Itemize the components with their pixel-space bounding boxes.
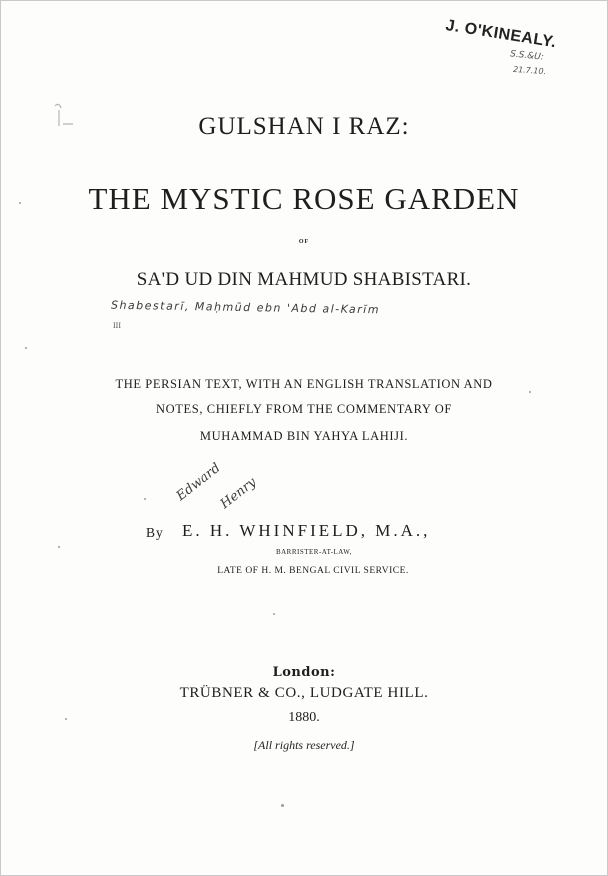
handwritten-author-note: Shabestarī, Maḥmūd ebn 'Abd al-Karīm [110,298,381,317]
scan-speck [281,804,284,807]
stamp-note: S.S.&U: [509,49,545,63]
imprint-publisher: TRÜBNER & CO., LUDGATE HILL. [179,685,429,701]
translator-service: LATE OF H. M. BENGAL CIVIL SERVICE. [217,566,409,576]
handwritten-first-name: Edward [173,460,224,504]
scan-speck [65,718,67,720]
title-line-1: GULSHAN I RAZ: [198,113,410,140]
imprint-year: 1880. [288,710,320,725]
imprint-place: London: [272,665,336,680]
handwritten-mark: III [113,321,121,330]
owner-stamp: J. O'KINEALY. [444,17,558,52]
subtitle-line-3: MUHAMMAD BIN YAHYA LAHIJI. [199,429,409,443]
handwritten-middle-name: Henry [217,474,260,512]
scan-speck [529,391,531,393]
stamp-date: 21.7.10. [512,64,547,77]
by-word: By [146,525,164,540]
subtitle-line-1: THE PERSIAN TEXT, WITH AN ENGLISH TRANSLATION AND [115,377,493,391]
subtitle-line-2: NOTES, CHIEFLY FROM THE COMMENTARY OF [156,402,452,416]
of-word: OF [298,239,310,245]
scan-speck [58,546,60,548]
main-title: THE MYSTIC ROSE GARDEN [88,181,520,216]
translator-name: E. H. WHINFIELD, M.A., [182,521,431,540]
scan-speck [144,498,146,500]
rights-notice: [All rights reserved.] [253,738,355,752]
translator-credential: BARRISTER-AT-LAW, [275,548,353,556]
scan-speck [19,202,21,204]
author-name: SA'D UD DIN MAHMUD SHABISTARI. [136,269,472,290]
scan-speck [273,613,275,615]
scan-speck [25,347,27,349]
